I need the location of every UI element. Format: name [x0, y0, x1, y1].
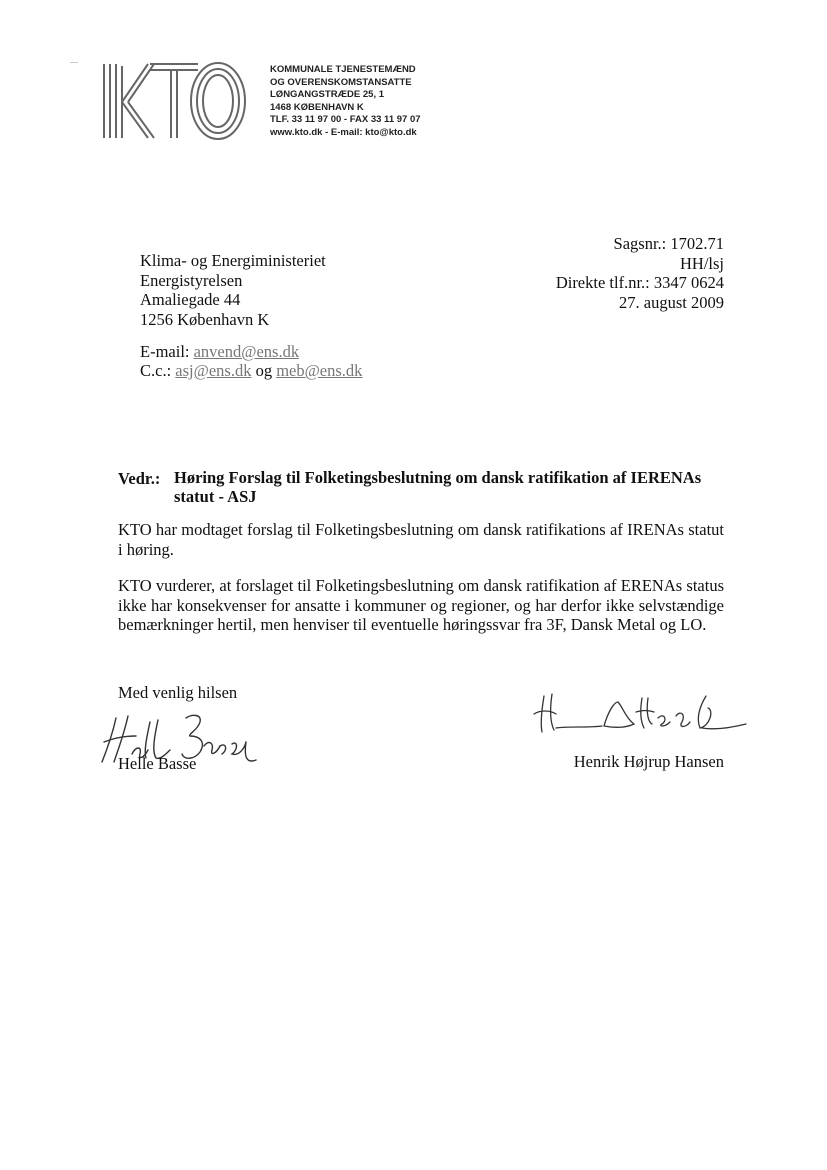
scan-mark [70, 62, 78, 63]
cc-link-1[interactable]: asj@ens.dk [175, 361, 252, 380]
org-name-2: OG OVERENSKOMSTANSATTE [270, 76, 412, 88]
org-name-1: KOMMUNALE TJENESTEMÆND [270, 64, 416, 75]
org-phone: TLF. 33 11 97 00 - FAX 33 11 97 07 [270, 114, 421, 126]
letter-date: 27. august 2009 [619, 292, 724, 312]
initials: HH/lsj [679, 253, 724, 273]
recipient-line: Energistyrelsen [140, 270, 243, 290]
cc-label: C.c.: [140, 361, 172, 380]
signatory-right: Henrik Højrup Hansen [573, 752, 724, 771]
body-paragraph-1: KTO har modtaget forslag til Folketingsbeslutning om dansk ratifikations af IRENAs statut i høring. [118, 520, 724, 559]
signature-right [530, 688, 750, 748]
signatory-left: Helle Basse [118, 754, 197, 773]
body-paragraph-2: KTO vurderer, at forslaget til Folketingsbeslutning om dansk ratifikation af ERENAs status ikke har konsekvenser for ansatte i kommuner og regioner, og har derfor ikke selvstændige bemærkninger hertil, men henviser til eventuelle høringssvar fra 3F, Dansk Metal og LO. [118, 576, 724, 634]
closing: Med venlig hilsen [118, 683, 238, 702]
email-link[interactable]: anvend@ens.dk [193, 342, 300, 361]
recipient-line: Amaliegade 44 [140, 290, 241, 309]
kto-logo [100, 58, 250, 144]
recipient-address [140, 251, 326, 329]
email-label: E-mail: [140, 342, 190, 361]
subject-label: Vedr.: [118, 469, 161, 488]
org-street: LØNGANGSTRÆDE 25, 1 [270, 89, 385, 101]
letter-meta [556, 234, 724, 312]
org-web: www.kto.dk - E-mail: kto@kto.dk [270, 126, 417, 138]
subject-text: Høring Forslag til Folketingsbeslutning om dansk ratifikation af IERENAs statut - ASJ [174, 468, 702, 506]
org-info [270, 64, 421, 140]
org-city: 1468 KØBENHAVN K [270, 101, 364, 113]
case-number: Sagsnr.: 1702.71 [613, 234, 724, 253]
recipient-line: Klima- og Energiministeriet [140, 251, 326, 270]
email-block [140, 342, 362, 380]
cc-link-2[interactable]: meb@ens.dk [276, 361, 363, 380]
direct-phone: Direkte tlf.nr.: 3347 0624 [555, 273, 724, 292]
recipient-line: 1256 København K [140, 309, 270, 329]
cc-join: og [255, 361, 273, 380]
